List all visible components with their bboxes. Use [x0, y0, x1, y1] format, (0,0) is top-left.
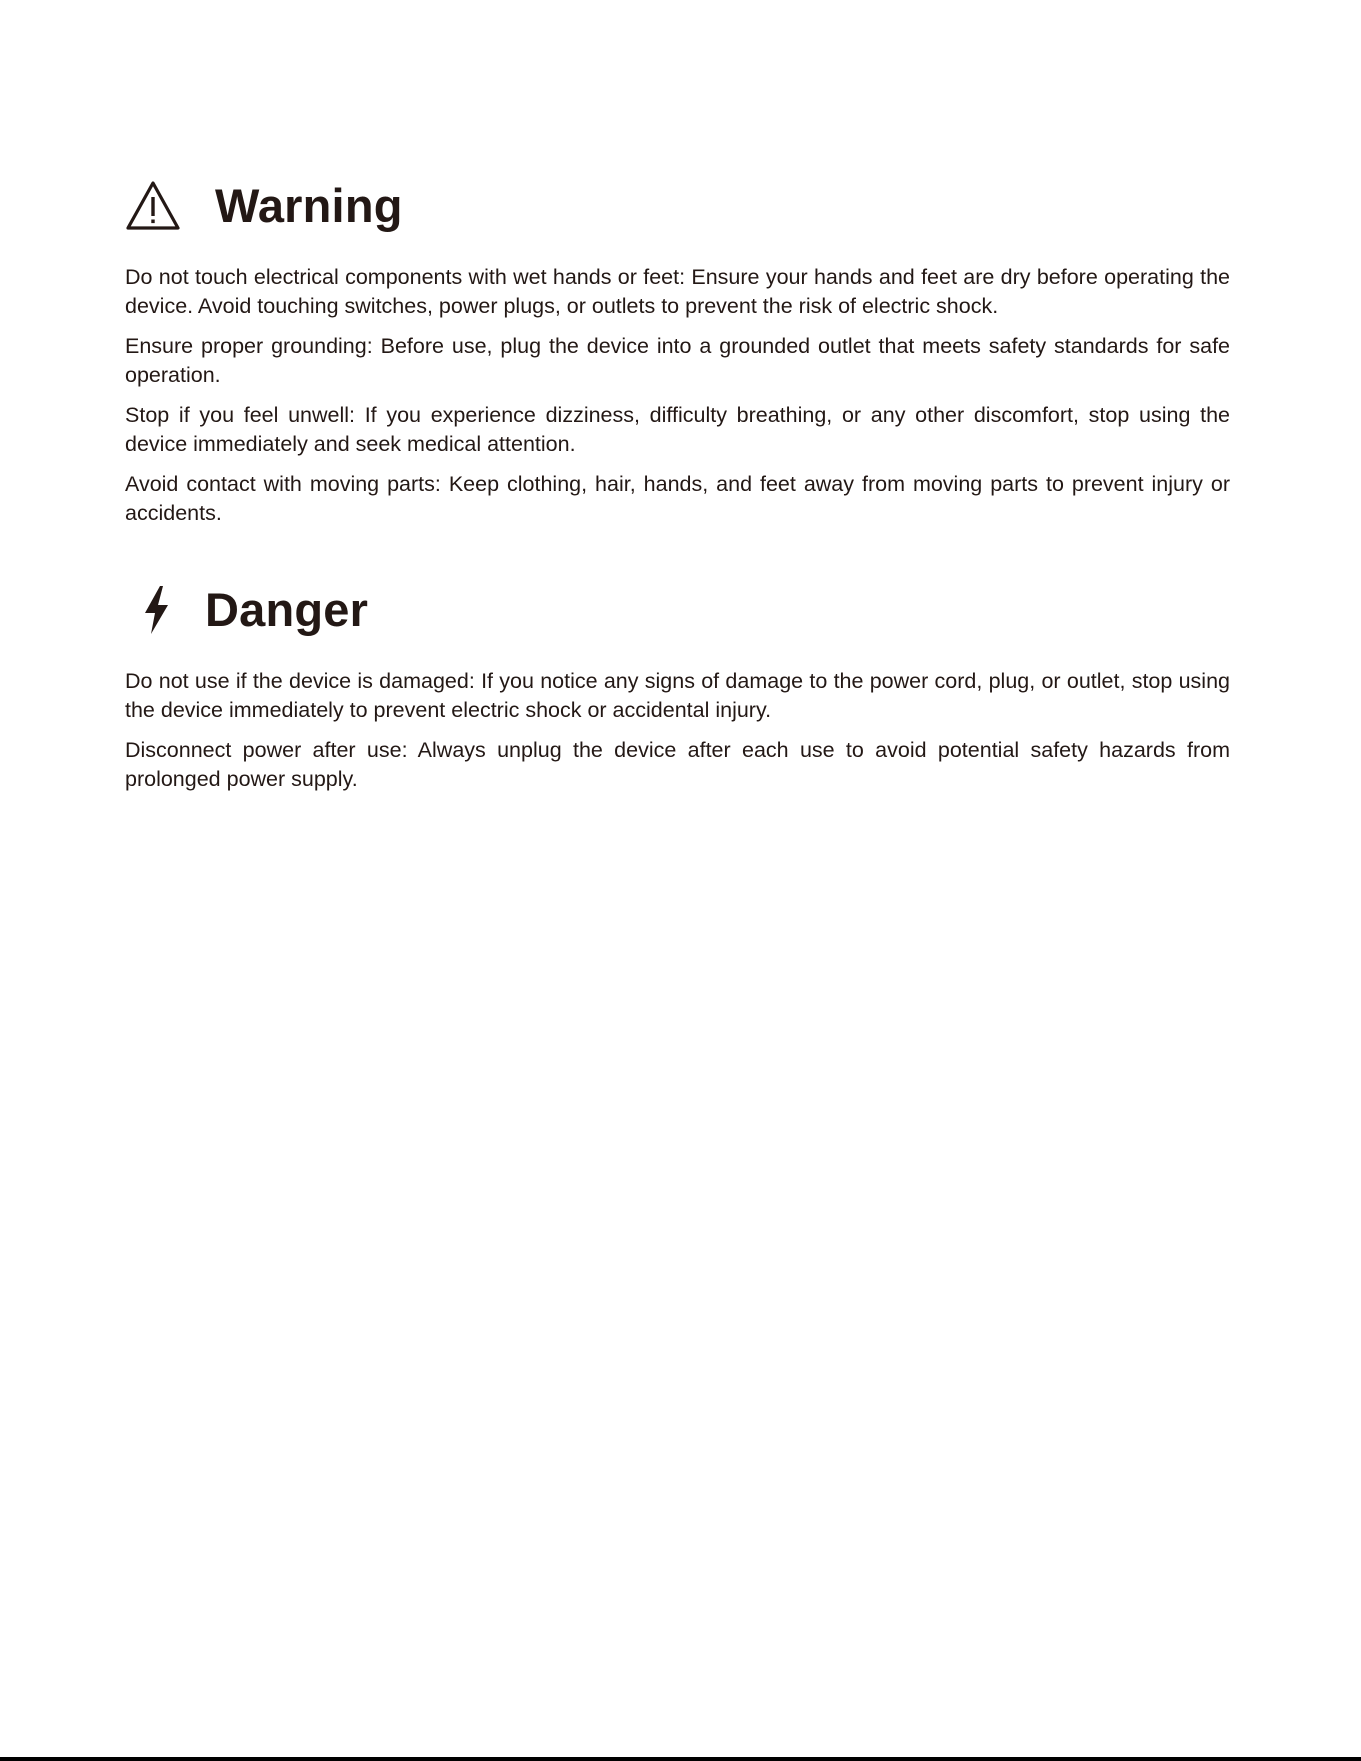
warning-paragraph: Do not touch electrical components with wet hands or feet: Ensure your hands and feet are dry before operating the device. Avoid touching switches, power plugs, or outlets to prevent the risk of electric shock. — [125, 265, 1230, 318]
warning-paragraph: Ensure proper grounding: Before use, plug the device into a grounded outlet that meets safety standards for safe operation. — [125, 334, 1230, 387]
danger-section — [125, 580, 1230, 805]
warning-paragraph: Stop if you feel unwell: If you experience dizziness, difficulty breathing, or any other discomfort, stop using the device immediately and seek medical attention. — [125, 403, 1230, 456]
danger-paragraph: Do not use if the device is damaged: If you notice any signs of damage to the power cord, plug, or outlet, stop using the device immediately to prevent electric shock or accidental injury. — [125, 669, 1230, 722]
lightning-bolt-icon — [139, 584, 173, 636]
warning-title: Warning — [215, 179, 403, 232]
warning-section — [125, 176, 1230, 539]
bottom-rule — [0, 1757, 1361, 1761]
warning-paragraph: Avoid contact with moving parts: Keep clothing, hair, hands, and feet away from moving parts to prevent injury or accidents. — [125, 472, 1230, 525]
danger-title: Danger — [205, 583, 369, 636]
warning-triangle-icon — [125, 180, 181, 232]
danger-heading — [125, 580, 1230, 640]
danger-paragraph: Disconnect power after use: Always unplug the device after each use to avoid potential safety hazards from prolonged power supply. — [125, 738, 1230, 791]
warning-heading — [125, 176, 1230, 236]
